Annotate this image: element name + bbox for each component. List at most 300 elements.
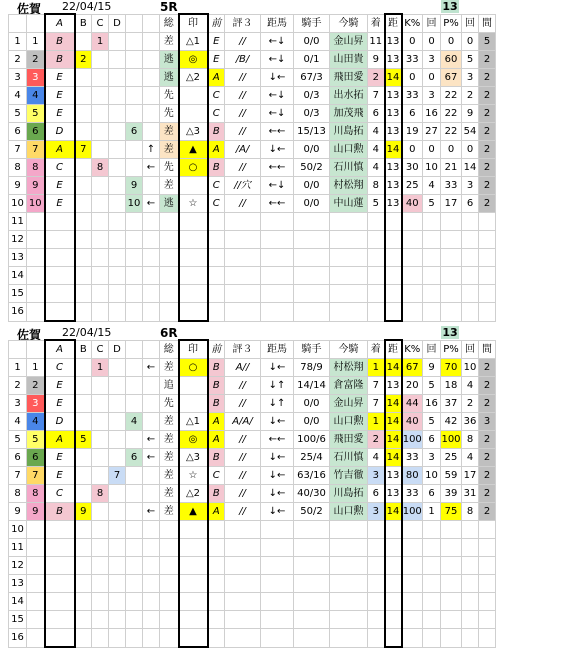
cell-p-count: 31	[462, 485, 479, 503]
cell-arrow	[143, 557, 160, 575]
cell-jockey: 飛田愛	[330, 431, 368, 449]
cell-p-count: 0	[462, 141, 479, 159]
table-row	[9, 395, 496, 413]
cell-row-number: 13	[9, 575, 27, 593]
cell-distance	[385, 575, 402, 593]
cell-arrow	[143, 33, 160, 51]
cell-grade-b	[75, 105, 92, 123]
cell-jockey-rate: 0/0	[294, 413, 330, 431]
cell-k-rate	[402, 575, 423, 593]
cell-finish	[368, 285, 385, 303]
cell-jockey-rate	[294, 593, 330, 611]
cell-jockey-rate: 40/30	[294, 485, 330, 503]
cell-grade-c	[92, 629, 109, 648]
cell-grade-a: A	[45, 431, 75, 449]
cell-p-count: 3	[462, 177, 479, 195]
cell-jockey: 山口勲	[330, 413, 368, 431]
column-header-jockey-rate: 騎手	[294, 14, 330, 33]
cell-grade-c	[92, 87, 109, 105]
cell-prev: C	[208, 467, 225, 485]
cell-row-number: 5	[9, 431, 27, 449]
cell-p-count: 54	[462, 123, 479, 141]
cell-prev	[208, 593, 225, 611]
table-row	[9, 231, 496, 249]
cell-k-rate: 33	[402, 485, 423, 503]
cell-eval3: //	[225, 395, 261, 413]
cell-p-count: 36	[462, 413, 479, 431]
column-header-p-count: 回	[462, 340, 479, 359]
cell-mark-g	[126, 395, 143, 413]
cell-prev: B	[208, 123, 225, 141]
cell-arrow	[143, 51, 160, 69]
cell-finish	[368, 303, 385, 322]
cell-finish: 3	[368, 467, 385, 485]
cell-grade-b	[75, 231, 92, 249]
cell-arrow	[143, 285, 160, 303]
cell-grade-d: 7	[109, 467, 126, 485]
cell-prev: B	[208, 485, 225, 503]
cell-arrow	[143, 467, 160, 485]
cell-horse-number: 10	[27, 195, 45, 213]
table-row	[9, 629, 496, 648]
cell-grade-a	[45, 557, 75, 575]
cell-p-rate: 18	[441, 377, 462, 395]
cell-p-count: 17	[462, 467, 479, 485]
column-header-interval: 間	[479, 340, 496, 359]
cell-k-count	[423, 249, 441, 267]
cell-k-rate: 30	[402, 159, 423, 177]
cell-mark	[179, 521, 208, 539]
cell-grade-a	[45, 611, 75, 629]
cell-dist-arrows: ↓←	[261, 449, 294, 467]
cell-dist-arrows	[261, 539, 294, 557]
cell-finish: 2	[368, 69, 385, 87]
cell-mark-g	[126, 303, 143, 322]
cell-p-count: 4	[462, 377, 479, 395]
cell-k-count: 3	[423, 51, 441, 69]
cell-row-number: 7	[9, 141, 27, 159]
cell-p-rate	[441, 213, 462, 231]
cell-grade-b	[75, 485, 92, 503]
cell-grade-b	[75, 177, 92, 195]
cell-grade-b	[75, 413, 92, 431]
cell-interval: 2	[479, 69, 496, 87]
cell-p-rate: 42	[441, 413, 462, 431]
cell-dist-arrows	[261, 213, 294, 231]
column-header-grade-d: D	[109, 340, 126, 359]
table-row	[9, 249, 496, 267]
column-header-prev: 前	[208, 340, 225, 359]
cell-p-count: 5	[462, 51, 479, 69]
cell-row-number: 4	[9, 87, 27, 105]
cell-distance: 13	[385, 87, 402, 105]
cell-p-count	[462, 303, 479, 322]
cell-p-count	[462, 213, 479, 231]
cell-dist-arrows: ↓←	[261, 485, 294, 503]
table-row	[9, 51, 496, 69]
date-label: 22/04/15	[62, 326, 112, 339]
table-row	[9, 449, 496, 467]
cell-grade-a	[45, 629, 75, 648]
cell-grade-c: 8	[92, 485, 109, 503]
cell-row-number: 10	[9, 195, 27, 213]
cell-dist-arrows: ←←	[261, 159, 294, 177]
header-row	[9, 14, 496, 33]
cell-prev: B	[208, 359, 225, 377]
cell-grade-d	[109, 575, 126, 593]
cell-prev: B	[208, 395, 225, 413]
cell-grade-d	[109, 213, 126, 231]
cell-p-count: 2	[462, 395, 479, 413]
cell-horse-number: 5	[27, 105, 45, 123]
cell-k-count: 3	[423, 87, 441, 105]
cell-eval3: //	[225, 195, 261, 213]
cell-interval: 2	[479, 159, 496, 177]
cell-grade-d	[109, 377, 126, 395]
cell-k-rate	[402, 629, 423, 648]
cell-row-number: 13	[9, 249, 27, 267]
cell-grade-d	[109, 123, 126, 141]
cell-finish: 3	[368, 503, 385, 521]
cell-prev: A	[208, 69, 225, 87]
cell-interval	[479, 267, 496, 285]
cell-horse-number	[27, 593, 45, 611]
cell-dist-arrows: ↓←	[261, 413, 294, 431]
column-header-horse-number	[27, 340, 45, 359]
cell-eval3: //	[225, 503, 261, 521]
cell-arrow	[143, 575, 160, 593]
cell-grade-a	[45, 249, 75, 267]
cell-k-rate: 40	[402, 413, 423, 431]
cell-dist-arrows	[261, 285, 294, 303]
cell-k-count	[423, 611, 441, 629]
cell-mark-g	[126, 141, 143, 159]
cell-dist-arrows	[261, 303, 294, 322]
cell-prev	[208, 557, 225, 575]
cell-horse-number	[27, 557, 45, 575]
cell-p-rate: 25	[441, 449, 462, 467]
cell-horse-number	[27, 213, 45, 231]
cell-dist-arrows	[261, 629, 294, 648]
cell-arrow	[143, 521, 160, 539]
cell-mark-g: 6	[126, 123, 143, 141]
cell-style: 差	[160, 177, 179, 195]
column-header-arrow	[143, 14, 160, 33]
cell-interval: 2	[479, 105, 496, 123]
cell-arrow	[143, 377, 160, 395]
cell-interval	[479, 521, 496, 539]
cell-mark-g: 10	[126, 195, 143, 213]
cell-k-rate: 20	[402, 377, 423, 395]
cell-grade-d	[109, 33, 126, 51]
cell-mark	[179, 557, 208, 575]
table-row	[9, 611, 496, 629]
cell-mark	[179, 285, 208, 303]
cell-arrow	[143, 249, 160, 267]
cell-finish: 11	[368, 33, 385, 51]
cell-arrow	[143, 485, 160, 503]
cell-prev	[208, 521, 225, 539]
cell-mark-g	[126, 521, 143, 539]
cell-distance: 14	[385, 141, 402, 159]
cell-jockey-rate: 0/3	[294, 87, 330, 105]
cell-k-rate	[402, 593, 423, 611]
cell-style: 差	[160, 33, 179, 51]
cell-mark-g	[126, 359, 143, 377]
cell-style	[160, 539, 179, 557]
cell-prev: C	[208, 105, 225, 123]
cell-prev: B	[208, 377, 225, 395]
cell-row-number: 16	[9, 303, 27, 322]
cell-jockey-rate	[294, 629, 330, 648]
cell-eval3	[225, 557, 261, 575]
cell-style: 逃	[160, 69, 179, 87]
cell-grade-c	[92, 249, 109, 267]
cell-jockey-rate	[294, 249, 330, 267]
cell-p-rate: 67	[441, 69, 462, 87]
cell-grade-c	[92, 69, 109, 87]
cell-k-count: 10	[423, 467, 441, 485]
cell-p-rate: 75	[441, 503, 462, 521]
cell-mark	[179, 231, 208, 249]
cell-interval	[479, 539, 496, 557]
cell-mark-g	[126, 249, 143, 267]
cell-jockey-rate: 14/14	[294, 377, 330, 395]
column-header-grade-d: D	[109, 14, 126, 33]
cell-interval: 2	[479, 359, 496, 377]
cell-mark	[179, 593, 208, 611]
cell-style	[160, 267, 179, 285]
cell-p-rate: 22	[441, 87, 462, 105]
cell-finish: 7	[368, 395, 385, 413]
cell-k-rate: 100	[402, 431, 423, 449]
table-row	[9, 33, 496, 51]
cell-mark-g	[126, 87, 143, 105]
cell-k-count	[423, 231, 441, 249]
cell-mark	[179, 267, 208, 285]
venue-label: 佐賀	[17, 328, 42, 342]
cell-p-rate: 100	[441, 431, 462, 449]
cell-horse-number: 9	[27, 503, 45, 521]
cell-interval: 2	[479, 449, 496, 467]
cell-row-number: 7	[9, 467, 27, 485]
cell-jockey	[330, 539, 368, 557]
cell-eval3: //穴	[225, 177, 261, 195]
cell-eval3	[225, 521, 261, 539]
cell-mark: ☆	[179, 467, 208, 485]
cell-grade-c: 1	[92, 33, 109, 51]
cell-dist-arrows: ↓↑	[261, 395, 294, 413]
cell-jockey-rate: 25/4	[294, 449, 330, 467]
cell-interval	[479, 557, 496, 575]
cell-k-rate: 67	[402, 359, 423, 377]
cell-jockey-rate	[294, 557, 330, 575]
table-row	[9, 159, 496, 177]
cell-p-count: 8	[462, 503, 479, 521]
cell-arrow	[143, 69, 160, 87]
cell-arrow	[143, 539, 160, 557]
cell-grade-c	[92, 575, 109, 593]
cell-jockey-rate	[294, 213, 330, 231]
cell-eval3	[225, 593, 261, 611]
cell-mark-g	[126, 593, 143, 611]
cell-style: 差	[160, 359, 179, 377]
cell-jockey: 村松翔	[330, 177, 368, 195]
cell-horse-number	[27, 521, 45, 539]
cell-horse-number: 1	[27, 359, 45, 377]
table-row	[9, 105, 496, 123]
cell-mark: ▲	[179, 141, 208, 159]
cell-style: 先	[160, 159, 179, 177]
cell-dist-arrows: ←←	[261, 195, 294, 213]
cell-distance: 14	[385, 431, 402, 449]
cell-grade-b	[75, 521, 92, 539]
column-header-style: 総	[160, 14, 179, 33]
cell-grade-b: 5	[75, 431, 92, 449]
cell-jockey: 石川慎	[330, 449, 368, 467]
cell-interval: 2	[479, 467, 496, 485]
cell-p-count: 2	[462, 87, 479, 105]
cell-eval3: //	[225, 377, 261, 395]
cell-k-rate: 0	[402, 33, 423, 51]
cell-horse-number	[27, 629, 45, 648]
cell-grade-a: B	[45, 33, 75, 51]
cell-k-count	[423, 593, 441, 611]
cell-p-count	[462, 521, 479, 539]
cell-horse-number: 4	[27, 87, 45, 105]
cell-distance: 13	[385, 195, 402, 213]
cell-grade-c	[92, 303, 109, 322]
cell-jockey: 金山昇	[330, 395, 368, 413]
cell-style	[160, 213, 179, 231]
cell-prev: C	[208, 195, 225, 213]
cell-jockey	[330, 267, 368, 285]
cell-jockey	[330, 231, 368, 249]
cell-grade-a: C	[45, 485, 75, 503]
cell-grade-a	[45, 593, 75, 611]
cell-k-rate	[402, 521, 423, 539]
cell-k-rate: 25	[402, 177, 423, 195]
cell-arrow	[143, 87, 160, 105]
cell-grade-c	[92, 105, 109, 123]
cell-prev	[208, 285, 225, 303]
cell-p-count	[462, 575, 479, 593]
venue-label: 佐賀	[17, 2, 42, 16]
cell-dist-arrows: ↓↑	[261, 377, 294, 395]
cell-jockey: 倉富隆	[330, 377, 368, 395]
cell-p-count	[462, 285, 479, 303]
cell-finish: 6	[368, 105, 385, 123]
cell-horse-number: 8	[27, 159, 45, 177]
cell-k-count: 4	[423, 177, 441, 195]
cell-jockey	[330, 575, 368, 593]
cell-grade-a	[45, 303, 75, 322]
cell-jockey-rate	[294, 267, 330, 285]
cell-grade-d	[109, 593, 126, 611]
cell-interval: 2	[479, 51, 496, 69]
cell-grade-d	[109, 231, 126, 249]
cell-dist-arrows: ←←	[261, 123, 294, 141]
cell-row-number: 5	[9, 105, 27, 123]
cell-k-count	[423, 575, 441, 593]
cell-grade-a	[45, 231, 75, 249]
cell-dist-arrows: ↓←	[261, 359, 294, 377]
cell-k-count	[423, 303, 441, 322]
cell-p-rate	[441, 575, 462, 593]
cell-mark-g	[126, 51, 143, 69]
cell-grade-d	[109, 431, 126, 449]
cell-prev	[208, 267, 225, 285]
cell-mark-g	[126, 467, 143, 485]
cell-grade-c	[92, 593, 109, 611]
cell-jockey-rate	[294, 231, 330, 249]
cell-finish: 9	[368, 51, 385, 69]
column-header-dist-arrows: 距馬	[261, 14, 294, 33]
table-row	[9, 467, 496, 485]
cell-dist-arrows: ←↓	[261, 105, 294, 123]
cell-jockey: 金山昇	[330, 33, 368, 51]
cell-grade-d	[109, 503, 126, 521]
cell-arrow: ←	[143, 195, 160, 213]
cell-dist-arrows	[261, 267, 294, 285]
cell-arrow	[143, 611, 160, 629]
cell-jockey-rate	[294, 539, 330, 557]
cell-finish: 1	[368, 359, 385, 377]
cell-distance: 13	[385, 105, 402, 123]
cell-k-count: 27	[423, 123, 441, 141]
cell-mark	[179, 87, 208, 105]
cell-grade-d	[109, 195, 126, 213]
cell-distance	[385, 539, 402, 557]
race-table	[8, 339, 496, 648]
cell-finish: 8	[368, 177, 385, 195]
cell-grade-d	[109, 69, 126, 87]
cell-mark-g	[126, 105, 143, 123]
cell-interval: 2	[479, 431, 496, 449]
cell-p-count: 4	[462, 449, 479, 467]
cell-k-count	[423, 629, 441, 648]
cell-grade-d	[109, 413, 126, 431]
cell-p-rate: 22	[441, 105, 462, 123]
table-row	[9, 521, 496, 539]
cell-eval3	[225, 285, 261, 303]
cell-mark-g	[126, 431, 143, 449]
cell-k-rate: 6	[402, 105, 423, 123]
cell-p-count: 14	[462, 159, 479, 177]
cell-mark: △2	[179, 485, 208, 503]
cell-grade-a	[45, 267, 75, 285]
cell-grade-b	[75, 575, 92, 593]
cell-eval3: //	[225, 69, 261, 87]
cell-jockey	[330, 611, 368, 629]
cell-mark: ☆	[179, 195, 208, 213]
column-header-horse-number	[27, 14, 45, 33]
column-header-grade-c: C	[92, 14, 109, 33]
cell-grade-b	[75, 87, 92, 105]
cell-grade-b	[75, 213, 92, 231]
cell-p-rate: 0	[441, 141, 462, 159]
cell-row-number: 2	[9, 51, 27, 69]
table-row	[9, 87, 496, 105]
cell-p-count: 6	[462, 195, 479, 213]
cell-interval: 2	[479, 195, 496, 213]
cell-prev	[208, 303, 225, 322]
cell-k-rate: 33	[402, 449, 423, 467]
cell-style: 先	[160, 395, 179, 413]
cell-jockey: 山口勲	[330, 503, 368, 521]
cell-finish	[368, 521, 385, 539]
cell-p-rate	[441, 285, 462, 303]
